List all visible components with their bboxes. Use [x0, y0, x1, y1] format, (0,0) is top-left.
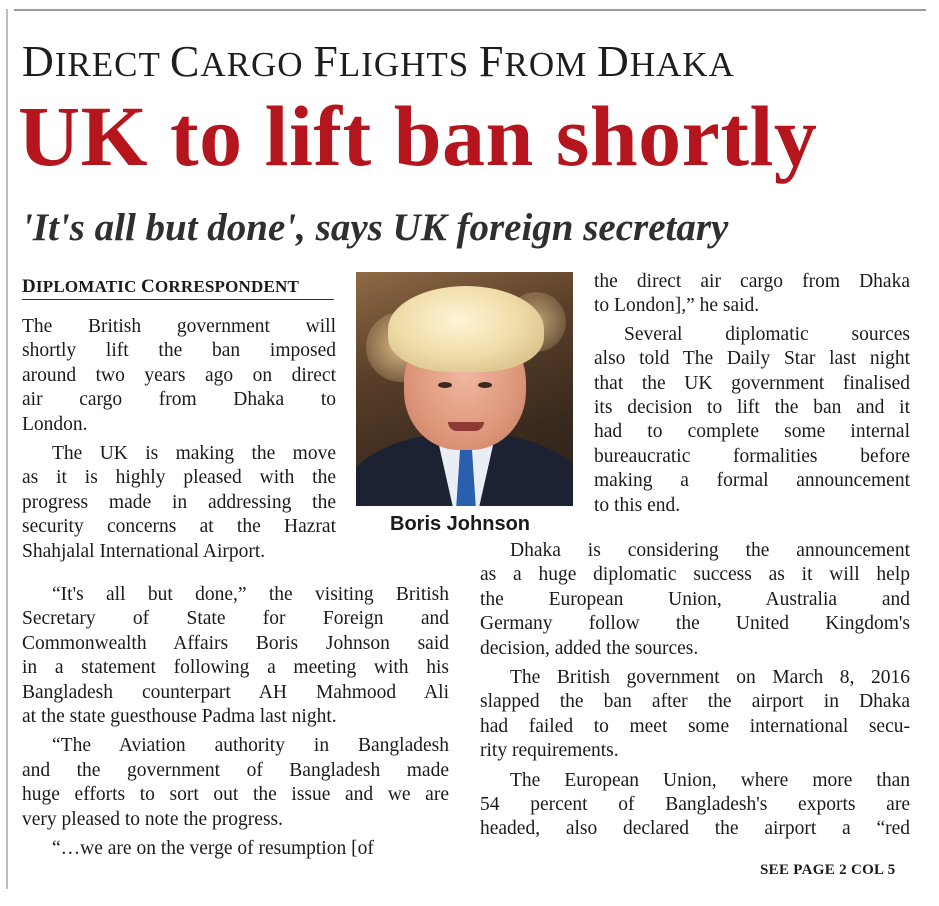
byline-rule: [22, 299, 334, 300]
article-line: The European Union, where more than: [510, 769, 910, 791]
article-line: “It's all but done,” the visiting British: [52, 584, 449, 605]
article-line: around two years ago on direct: [22, 364, 336, 386]
article-line: huge efforts to sort out the issue and we are: [22, 784, 449, 806]
article-col-right-bottom: [480, 539, 910, 842]
article-line: progress made in addressing the: [22, 491, 336, 513]
article-line: Bangladesh counterpart AH Mahmood Ali: [22, 681, 449, 703]
article-line: also told The Daily Star last night: [594, 348, 910, 370]
article-line: The British government will: [22, 316, 336, 337]
article-line: Commonwealth Affairs Boris Johnson said: [22, 632, 449, 654]
article-line: Secretary of State for Foreign and: [22, 608, 449, 630]
article-line: making a formal announcement: [594, 470, 910, 492]
article-line: that the UK government finalised: [594, 372, 910, 394]
article-line: Several diplomatic sources: [624, 323, 910, 345]
article-col-left-top: [22, 315, 336, 564]
article-line: air cargo from Dhaka to: [22, 389, 336, 411]
article-line: the direct air cargo from Dhaka: [594, 271, 910, 292]
article-line: rity requirements.: [480, 740, 619, 762]
continued-on-page-2: SEE PAGE 2 COL 5: [760, 862, 896, 878]
article-line: The UK is making the move: [52, 443, 336, 465]
article-line: had failed to meet some international secu-: [480, 715, 910, 737]
article-line: as a huge diplomatic success as it will help: [480, 564, 910, 586]
article-line: “The Aviation authority in Bangladesh: [52, 735, 449, 757]
article-line: security concerns at the Hazrat: [22, 516, 336, 538]
article-line: London.: [22, 413, 88, 435]
article-line: to London],” he said.: [594, 295, 760, 317]
left-rule: [6, 9, 8, 889]
author-photo: [356, 272, 573, 506]
byline: DIPLOMATIC CORRESPONDENT: [22, 276, 300, 297]
article-line: 54 percent of Bangladesh's exports are: [480, 794, 910, 816]
article-col-left-bottom: [22, 583, 449, 861]
article-line: its decision to lift the ban and it: [594, 397, 910, 419]
article-line: decision, added the sources.: [480, 637, 699, 659]
article-line: very pleased to note the progress.: [22, 808, 284, 830]
article-line: in a statement following a meeting with his: [22, 657, 449, 679]
article-line: Shahjalal International Airport.: [22, 540, 266, 562]
article-col-right-top: [594, 270, 910, 518]
article-line: Dhaka is considering the announcement: [510, 540, 910, 561]
article-line: to this end.: [594, 494, 681, 516]
article-line: slapped the ban after the airport in Dhaka: [480, 691, 910, 713]
subheadline: 'It's all but done', says UK foreign secretary: [22, 206, 729, 249]
article-line: shortly lift the ban imposed: [22, 340, 336, 362]
article-line: Germany follow the United Kingdom's: [480, 613, 910, 635]
article-line: and the government of Bangladesh made: [22, 759, 449, 781]
top-rule: [14, 9, 926, 11]
headline: UK to lift ban shortly: [18, 88, 818, 184]
kicker: DIRECT CARGO FLIGHTS FROM DHAKA: [22, 37, 735, 86]
article-line: had to complete some internal: [594, 421, 910, 443]
article-line: headed, also declared the airport a “red: [480, 818, 910, 840]
article-line: “…we are on the verge of resumption [of: [52, 838, 374, 860]
article-line: The British government on March 8, 2016: [510, 667, 910, 689]
article-line: at the state guesthouse Padma last night.: [22, 706, 337, 728]
article-line: the European Union, Australia and: [480, 588, 910, 610]
article-line: bureaucratic formalities before: [594, 445, 910, 467]
article-line: as it is highly pleased with the: [22, 467, 336, 489]
photo-caption: Boris Johnson: [390, 513, 531, 535]
